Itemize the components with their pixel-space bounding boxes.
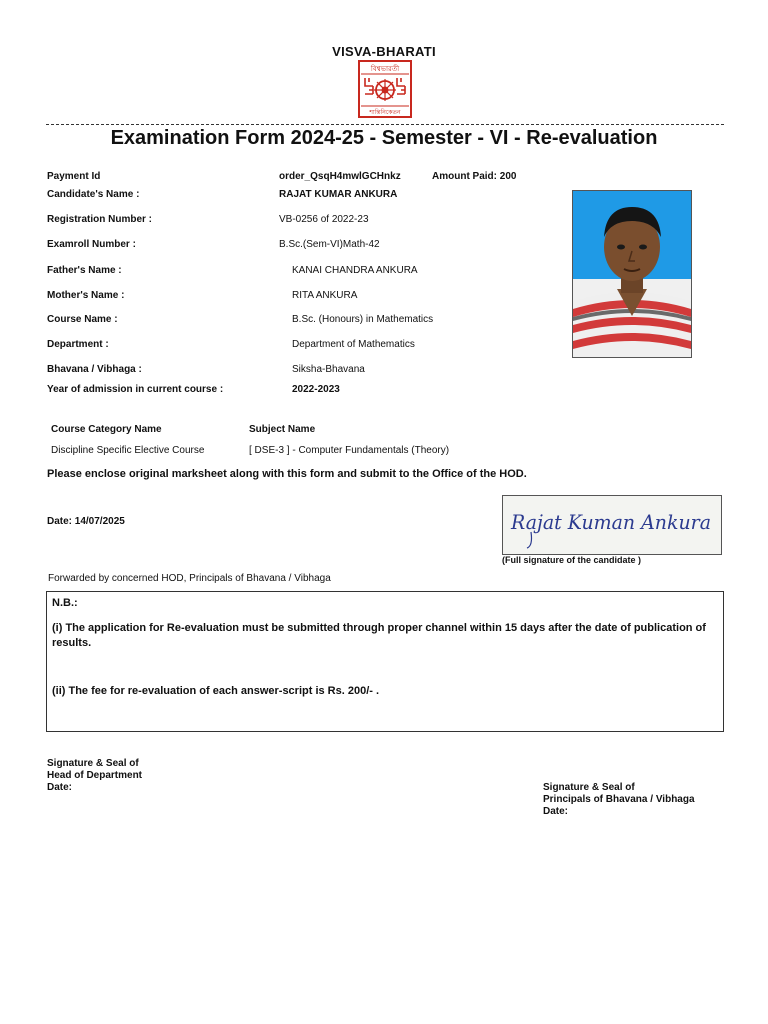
principal-sig-line2: Principals of Bhavana / Vibhaga bbox=[543, 794, 695, 805]
course-category-header: Course Category Name bbox=[51, 424, 162, 435]
subject-name-header: Subject Name bbox=[249, 424, 316, 435]
enclose-notice: Please enclose original marksheet along with this form and submit to the Office of the HOD. bbox=[47, 468, 527, 480]
nb-point-1: (i) The application for Re-evaluation must be submitted through proper channel within 15 days after the date of publication of results. bbox=[52, 622, 706, 649]
payment-id-label: Payment Id bbox=[47, 171, 101, 182]
logo-top-text: বিশ্বভারতী bbox=[370, 65, 400, 73]
father-name-value: KANAI CHANDRA ANKURA bbox=[292, 265, 418, 276]
university-name: VISVA-BHARATI bbox=[332, 44, 436, 59]
course-name-label: Course Name : bbox=[47, 314, 118, 325]
page-title: Examination Form 2024-25 - Semester - VI - Re-evaluation bbox=[110, 127, 658, 149]
nb-box bbox=[46, 591, 724, 732]
principal-signature-block bbox=[543, 782, 695, 818]
candidate-signature-image bbox=[502, 495, 722, 555]
forwarded-by: Forwarded by concerned HOD, Principals of Bhavana / Vibhaga bbox=[48, 573, 331, 584]
logo-bottom-text: শান্তিনিকেতন bbox=[369, 109, 401, 116]
hod-sig-line2: Head of Department bbox=[47, 770, 143, 781]
payment-id-value: order_QsqH4mwlGCHnkz bbox=[279, 171, 401, 182]
admission-year-label: Year of admission in current course : bbox=[47, 384, 224, 395]
principal-sig-line1: Signature & Seal of bbox=[543, 782, 635, 793]
examroll-value: B.Sc.(Sem-VI)Math-42 bbox=[279, 239, 380, 250]
mother-name-label: Mother's Name : bbox=[47, 290, 125, 301]
signature-caption: (Full signature of the candidate ) bbox=[502, 555, 642, 565]
admission-year-value: 2022-2023 bbox=[292, 384, 340, 395]
registration-label: Registration Number : bbox=[47, 214, 153, 225]
examroll-label: Examroll Number : bbox=[47, 239, 136, 250]
hod-signature-block bbox=[47, 758, 142, 794]
course-name-value: B.Sc. (Honours) in Mathematics bbox=[292, 314, 434, 325]
registration-value: VB-0256 of 2022-23 bbox=[279, 214, 369, 225]
nb-point-2: (ii) The fee for re-evaluation of each answer-script is Rs. 200/- . bbox=[52, 685, 380, 697]
mother-name-value: RITA ANKURA bbox=[292, 290, 358, 301]
bhavana-label: Bhavana / Vibhaga : bbox=[47, 364, 142, 375]
amount-paid: Amount Paid: 200 bbox=[432, 171, 517, 182]
department-value: Department of Mathematics bbox=[292, 339, 415, 350]
signature-text: Rajat Kuman Ankura bbox=[510, 510, 711, 534]
hod-sig-line1: Signature & Seal of bbox=[47, 758, 139, 769]
form-date: Date: 14/07/2025 bbox=[47, 516, 125, 527]
course-category-cell: Discipline Specific Elective Course bbox=[51, 445, 205, 456]
subject-name-cell: [ DSE-3 ] - Computer Fundamentals (Theory) bbox=[249, 445, 450, 456]
university-logo bbox=[358, 60, 412, 118]
candidate-name-label: Candidate's Name : bbox=[47, 189, 140, 200]
bhavana-value: Siksha-Bhavana bbox=[292, 364, 365, 375]
department-label: Department : bbox=[47, 339, 109, 350]
header-divider bbox=[46, 124, 724, 125]
hod-sig-date: Date: bbox=[47, 782, 73, 793]
candidate-name-value: RAJAT KUMAR ANKURA bbox=[279, 189, 398, 200]
principal-sig-date: Date: bbox=[543, 806, 569, 817]
candidate-photo bbox=[572, 190, 692, 358]
nb-title: N.B.: bbox=[52, 597, 78, 609]
father-name-label: Father's Name : bbox=[47, 265, 122, 276]
